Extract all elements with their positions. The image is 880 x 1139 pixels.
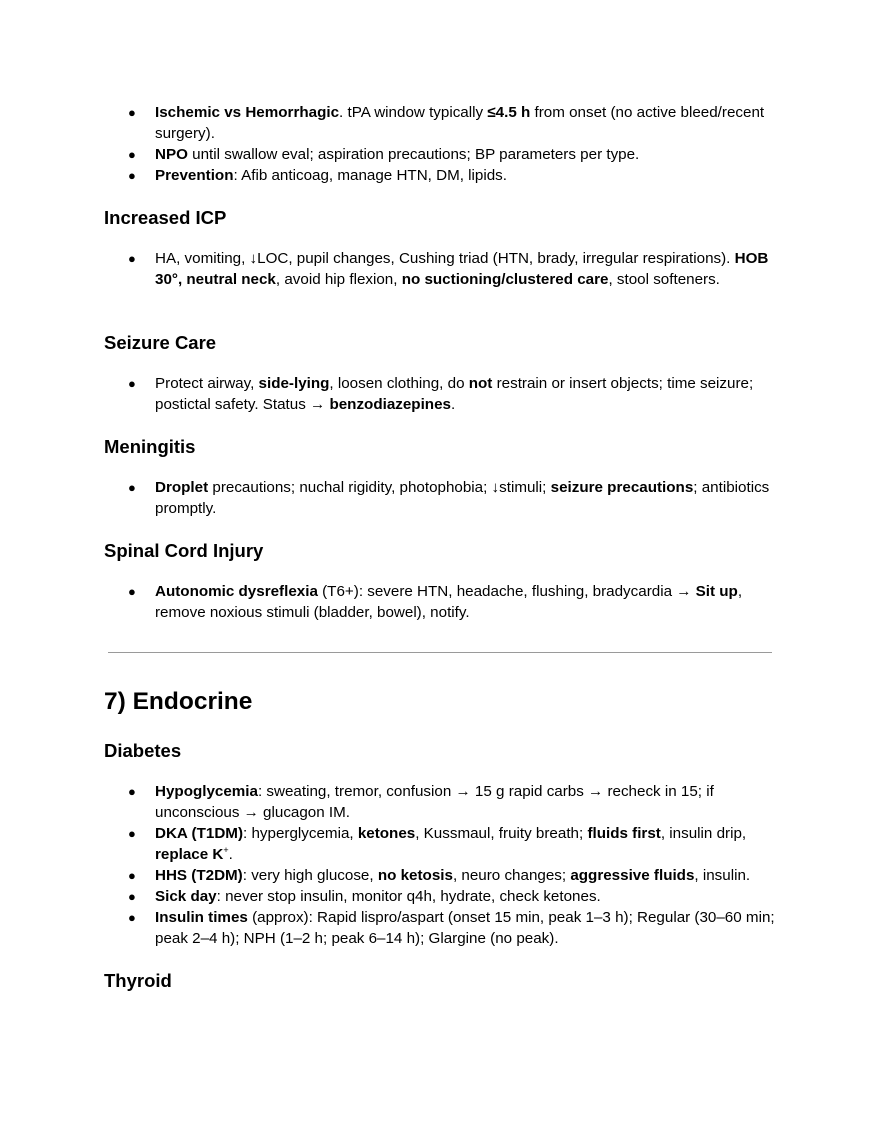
bullet-icon: ●: [128, 251, 136, 266]
list-item: ● HHS (T2DM): very high glucose, no ketosis, neuro changes; aggressive fluids, insulin.: [128, 867, 751, 884]
list-item: ● Autonomic dysreflexia (T6+): severe HTN, headache, flushing, bradycardia → Sit up, remove noxious stimuli (bladder, bowel), notify.: [128, 583, 743, 621]
list-item: ● Droplet precautions; nuchal rigidity, photophobia; ↓stimuli; seizure precautions; antibiotics promptly.: [128, 479, 770, 517]
icp-bullet-list: [128, 248, 788, 290]
list-item: ● Ischemic vs Hemorrhagic. tPA window typically ≤4.5 h from onset (no active bleed/recent surgery).: [128, 104, 765, 142]
bullet-icon: ●: [128, 147, 136, 162]
bullet-icon: ●: [128, 376, 136, 391]
bullet-icon: ●: [128, 105, 136, 120]
section-heading-diabetes: Diabetes: [104, 740, 182, 761]
section-heading-thyroid: Thyroid: [104, 970, 172, 991]
list-item: ● Sick day: never stop insulin, monitor q4h, hydrate, check ketones.: [128, 888, 601, 905]
bullet-icon: ●: [128, 168, 136, 183]
list-item: ● DKA (T1DM): hyperglycemia, ketones, Kussmaul, fruity breath; fluids first, insulin drip, replace K+.: [128, 825, 747, 863]
bullet-icon: ●: [128, 480, 136, 495]
list-item: ● Insulin times (approx): Rapid lispro/aspart (onset 15 min, peak 1–3 h); Regular (30–60 min; peak 2–4 h); NPH (1–2 h; peak 6–14 h); Glargine (no peak).: [128, 909, 775, 947]
bullet-icon: ●: [128, 584, 136, 599]
bullet-icon: ●: [128, 868, 136, 883]
stroke-bullet-list: [128, 102, 788, 186]
list-item: ● Hypoglycemia: sweating, tremor, confusion → 15 g rapid carbs → recheck in 15; if unconscious → glucagon IM.: [128, 783, 714, 821]
section-divider: [108, 652, 772, 653]
bullet-icon: ●: [128, 889, 136, 904]
diabetes-bullet-list: [128, 781, 788, 949]
list-item: ● HA, vomiting, ↓LOC, pupil changes, Cushing triad (HTN, brady, irregular respirations). HOB 30°, neutral neck, avoid hip flexion, no suctioning/clustered care, stool softeners.: [128, 250, 769, 288]
section-heading-seizure-care: Seizure Care: [104, 332, 217, 353]
bullet-icon: ●: [128, 784, 136, 799]
section-heading-spinal-cord-injury: Spinal Cord Injury: [104, 540, 264, 561]
chapter-heading-endocrine: 7) Endocrine: [104, 688, 253, 715]
meningitis-bullet-list: [128, 477, 788, 519]
bullet-icon: ●: [128, 910, 136, 925]
seizure-bullet-list: [128, 373, 788, 415]
bullet-icon: ●: [128, 826, 136, 841]
list-item: ● NPO until swallow eval; aspiration precautions; BP parameters per type.: [128, 146, 640, 163]
section-heading-increased-icp: Increased ICP: [104, 207, 227, 228]
list-item: ● Prevention: Afib anticoag, manage HTN, DM, lipids.: [128, 167, 507, 184]
list-item: ● Protect airway, side-lying, loosen clothing, do not restrain or insert objects; time seizure; postictal safety. Status → benzodiazepines.: [128, 375, 754, 413]
sci-bullet-list: [128, 581, 788, 623]
section-heading-meningitis: Meningitis: [104, 436, 196, 457]
